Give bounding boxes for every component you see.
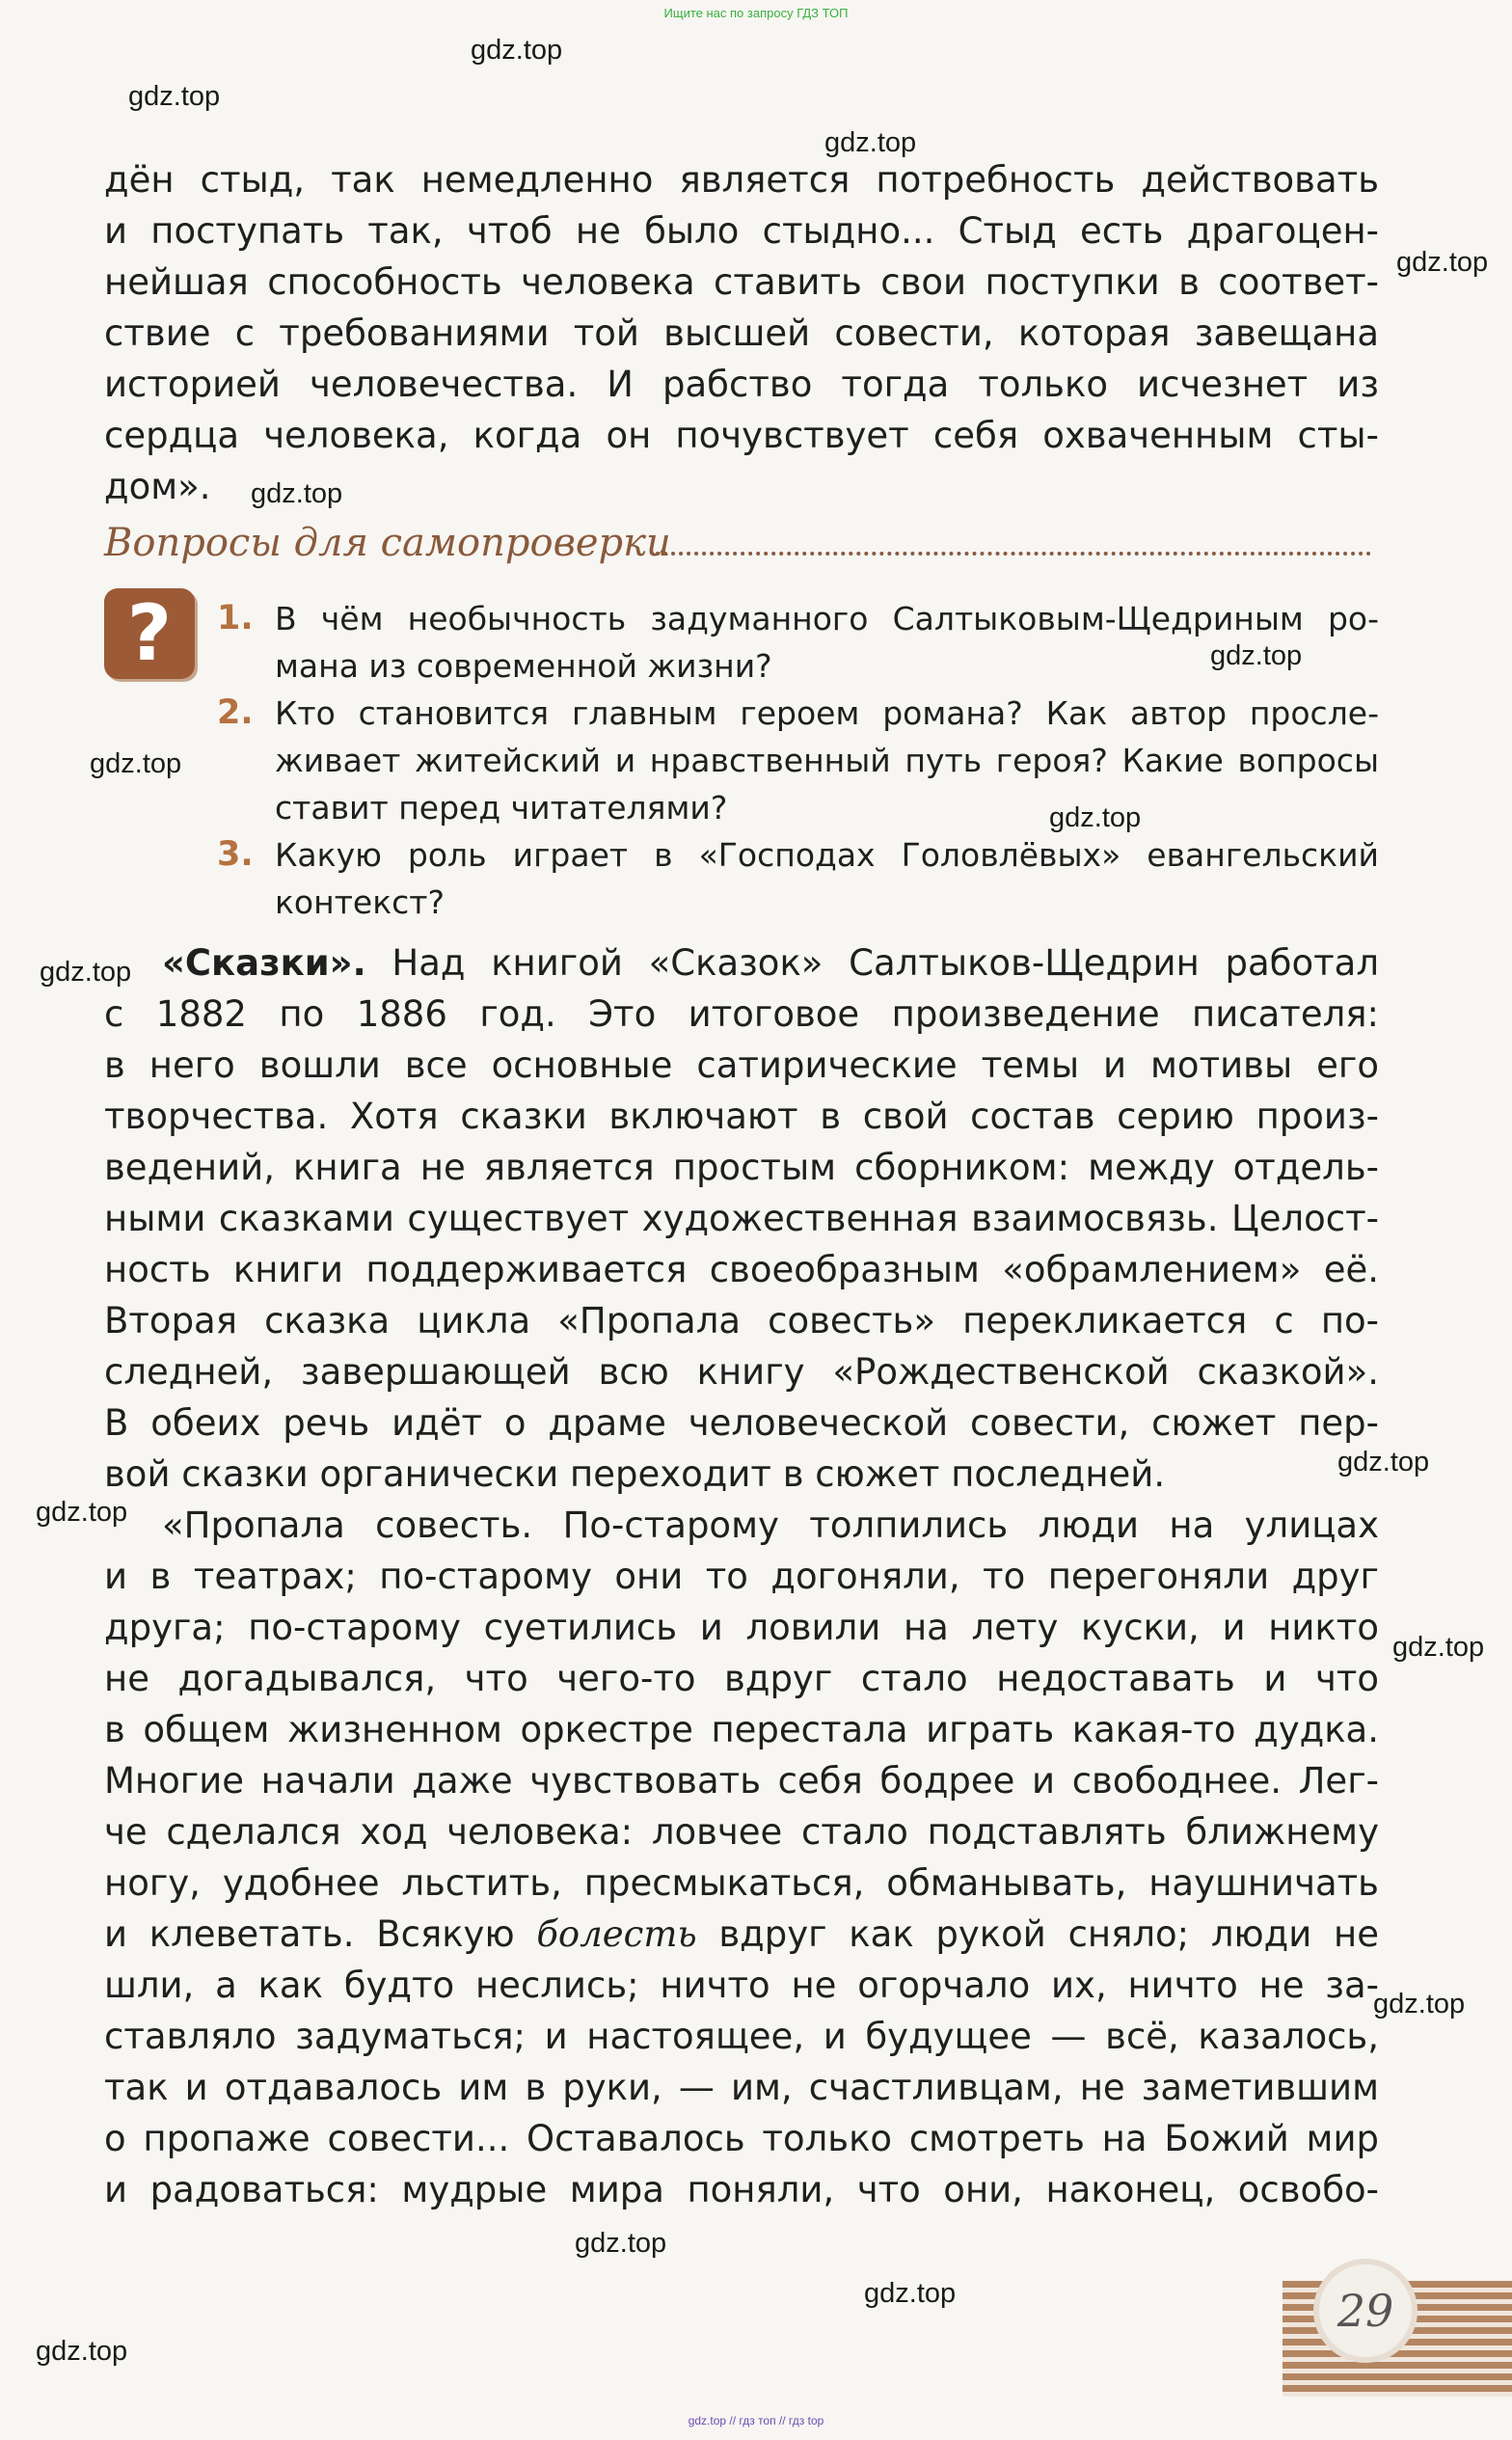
text-line: и радоваться: мудрые мира поняли, что они, наконец, освобо- [104, 2169, 1379, 2210]
text-line: В обеих речь идёт о драме человеческой совести, сюжет пер- [104, 1402, 1379, 1444]
dotted-leader [656, 552, 1371, 556]
question-number: 2. [217, 693, 254, 732]
text-line: не догадывался, что чего-то вдруг стало недоставать и что [104, 1658, 1379, 1699]
question-line: живает житейский и нравственный путь героя? Какие вопросы [275, 742, 1379, 779]
text-line: ствие с требованиями той высшей совести, которая завещана [104, 312, 1379, 354]
text-line [104, 1909, 1379, 1960]
text-line [162, 937, 1379, 989]
text-line: друга; по-старому суетились и ловили на лету куски, и никто [104, 1607, 1379, 1648]
text-line: «Пропала совесть. По-старому толпились люди на улицах [162, 1505, 1379, 1546]
question-line: контекст? [275, 883, 446, 921]
text-line: Многие начали даже чувствовать себя бодрее и свободнее. Лег- [104, 1760, 1379, 1802]
question-line: Кто становится главным героем романа? Как автор просле- [275, 694, 1379, 732]
question-line: ставит перед читателями? [275, 789, 728, 827]
text-line: нейшая способность человека ставить свои поступки в соответ- [104, 261, 1379, 303]
text-span: вдруг как рукой сняло; люди не [696, 1913, 1379, 1955]
watermark: gdz.top [40, 957, 132, 988]
text-line: так и отдавалось им в руки, — им, счастливцам, не заметившим [104, 2067, 1379, 2108]
question-number: 3. [217, 835, 254, 874]
text-line: Вторая сказка цикла «Пропала совесть» перекликается с по- [104, 1300, 1379, 1342]
text-line: дом». [104, 466, 211, 507]
watermark: gdz.top [36, 1497, 128, 1528]
watermark: gdz.top [575, 2228, 667, 2259]
text-line: ведений, книга не является простым сборником: между отдель- [104, 1147, 1379, 1188]
page-number: 29 [1336, 2285, 1394, 2337]
watermark: gdz.top [1392, 1632, 1485, 1663]
text-line: ными сказками существует художественная взаимосвязь. Целост- [104, 1198, 1379, 1239]
text-span: и клеветать. Всякую [104, 1913, 537, 1955]
skazki-first-line: Над книгой «Сказок» Салтыков-Щедрин работал [365, 942, 1379, 984]
question-line: В чём необычность задуманного Салтыковым-Щедриным ро- [275, 600, 1379, 637]
text-line: с 1882 по 1886 год. Это итоговое произведение писателя: [104, 993, 1379, 1035]
text-line: сердца человека, когда он почувствует себя охваченным сты- [104, 415, 1379, 456]
watermark: gdz.top [1373, 1989, 1466, 2020]
italic-word: болесть [536, 1913, 697, 1955]
watermark: gdz.top [1049, 802, 1142, 833]
text-line: че сделался ход человека: ловчее стало подставлять ближнему [104, 1811, 1379, 1853]
question-mark-icon: ? [104, 588, 195, 679]
section-title: Вопросы для самопроверки [104, 521, 671, 565]
watermark: gdz.top [824, 127, 917, 158]
text-line: творчества. Хотя сказки включают в свой состав серию произ- [104, 1096, 1379, 1137]
watermark: gdz.top [128, 81, 221, 112]
text-line: ногу, удобнее льстить, пресмыкаться, обманывать, наушничать [104, 1862, 1379, 1904]
top-banner: Ищите нас по запросу ГДЗ ТОП [663, 6, 849, 20]
text-line: ставляло задуматься; и настоящее, и будущее — всё, казалось, [104, 2016, 1379, 2057]
footer-banner: gdz.top // гдз топ // гдз top [688, 2414, 824, 2427]
watermark: gdz.top [1210, 640, 1303, 671]
text-line: вой сказки органически переходит в сюжет последней. [104, 1453, 1166, 1495]
text-line: в общем жизненном оркестре перестала играть какая-то дудка. [104, 1709, 1379, 1750]
text-line: шли, а как будто неслись; ничто не огорчало их, ничто не за- [104, 1965, 1379, 2006]
watermark: gdz.top [864, 2278, 957, 2309]
text-line: и поступать так, чтоб не было стыдно... Стыд есть драгоцен- [104, 210, 1379, 252]
text-line: дён стыд, так немедленно является потребность действовать [104, 159, 1379, 201]
question-number: 1. [217, 599, 254, 637]
watermark: gdz.top [251, 478, 343, 509]
text-line: ность книги поддерживается своеобразным «обрамлением» её. [104, 1249, 1379, 1290]
question-line: Какую роль играет в «Господах Головлёвых» евангельский [275, 836, 1379, 874]
watermark: gdz.top [1396, 247, 1489, 278]
watermark: gdz.top [1337, 1447, 1430, 1478]
skazki-heading: «Сказки». [162, 942, 366, 984]
watermark: gdz.top [36, 2336, 128, 2367]
watermark: gdz.top [471, 35, 563, 66]
text-line: следней, завершающей всю книгу «Рождественской сказкой». [104, 1351, 1379, 1393]
text-line: о пропаже совести... Оставалось только смотреть на Божий мир [104, 2118, 1379, 2159]
question-line: мана из современной жизни? [275, 647, 772, 685]
watermark: gdz.top [90, 748, 182, 779]
text-line: и в театрах; по-старому они то догоняли, то перегоняли друг [104, 1556, 1379, 1597]
text-line: в него вошли все основные сатирические темы и мотивы его [104, 1044, 1379, 1086]
text-line: историей человечества. И рабство тогда только исчезнет из [104, 364, 1379, 405]
